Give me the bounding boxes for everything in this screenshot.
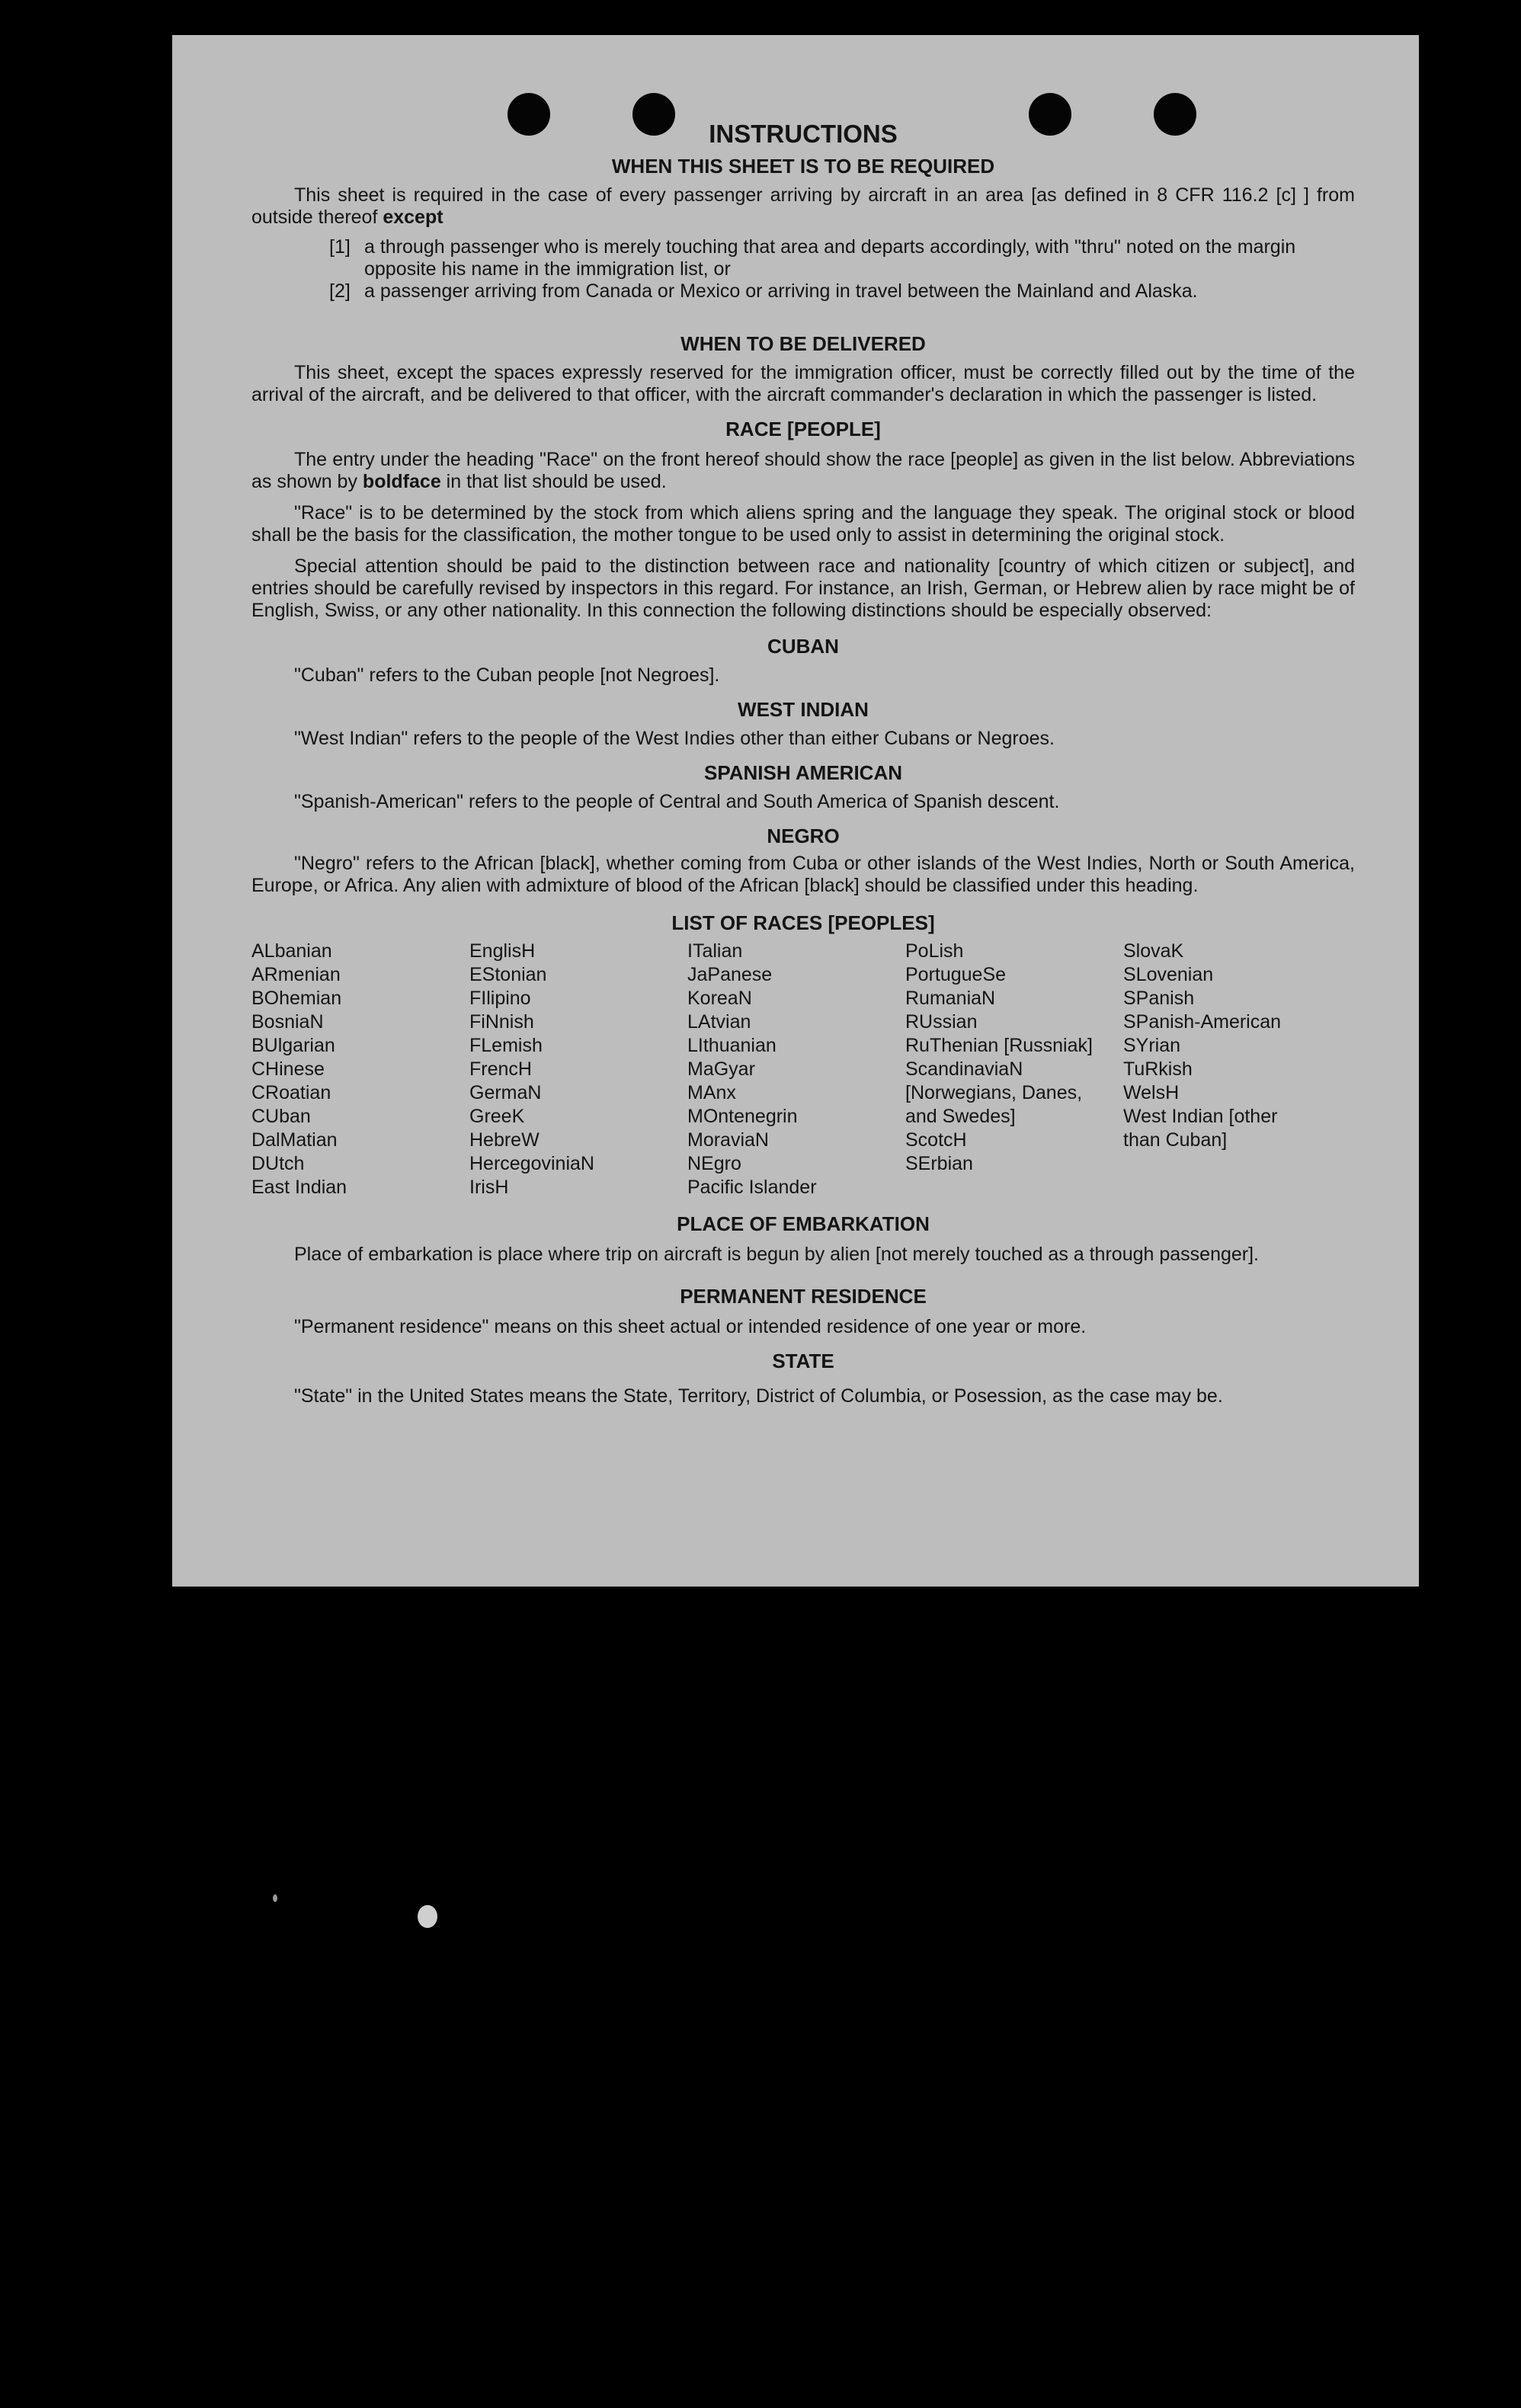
races-column: [1123, 940, 1321, 1199]
race-entry: MaGyar: [687, 1058, 755, 1080]
race-entry: PoLish: [905, 940, 964, 962]
race-entry: ScandinaviaN [Norwegians, Danes, and Swedes]: [905, 1058, 1083, 1127]
section-heading-race: RACE [PEOPLE]: [725, 418, 881, 440]
race-entry: ARmenian: [251, 964, 341, 985]
race-entry: East Indian: [251, 1177, 347, 1198]
race-entry: SErbian: [905, 1153, 973, 1174]
race-entry: BosniaN: [251, 1011, 324, 1033]
punch-hole: [1154, 93, 1196, 136]
race-entry: EnglisH: [469, 940, 536, 962]
race-paragraph: "Race" is to be determined by the stock from which aliens spring and the language they speak. The original stock or blood shall be the basis for the classification, the mother tongue to be used only to assist in determining the original stock.: [251, 502, 1355, 546]
race-entry: FrencH: [469, 1058, 532, 1080]
races-column: [469, 940, 687, 1199]
race-entry: SlovaK: [1123, 940, 1184, 962]
race-entry: IrisH: [469, 1177, 509, 1198]
document-page: [172, 35, 1419, 1587]
punch-hole: [1029, 93, 1071, 136]
race-entry: ITalian: [687, 940, 743, 962]
race-entry: FIlipino: [469, 988, 531, 1009]
race-entry: RuThenian [Russniak]: [905, 1035, 1093, 1056]
race-entry: FiNnish: [469, 1011, 534, 1033]
section-heading-residence: PERMANENT RESIDENCE: [680, 1285, 927, 1308]
exception-item: [1] a through passenger who is merely touching that area and departs accordingly, with "thru" noted on the margin opposite his name in the immigration list, or: [329, 236, 1296, 280]
required-intro: This sheet is required in the case of every passenger arriving by aircraft in an area [as defined in 8 CFR 116.2 [c] ] from outside thereof except: [251, 184, 1355, 228]
section-heading-cuban: CUBAN: [767, 635, 839, 658]
race-entry: MOntenegrin: [687, 1106, 798, 1127]
negro-text: "Negro" refers to the African [black], whether coming from Cuba or other islands of the West Indies, North or South America, Europe, or Africa. Any alien with admixture of blood of the African [black] should be classified under this heading.: [251, 853, 1355, 896]
race-entry: LIthuanian: [687, 1035, 777, 1056]
race-entry: BUlgarian: [251, 1035, 335, 1056]
race-entry: DUtch: [251, 1153, 305, 1174]
race-paragraph: Special attention should be paid to the distinction between race and nationality [country of which citizen or subject], and entries should be carefully revised by inspectors in this regard. For instance, an Irish, German, or Hebrew alien by race might be of English, Swiss, or any other nationality. In this connection the following distinctions should be especially observed:: [251, 556, 1355, 621]
race-entry: CUban: [251, 1106, 311, 1127]
races-list: [251, 940, 1355, 1199]
race-entry: West Indian [other than Cuban]: [1123, 1106, 1278, 1151]
race-entry: CHinese: [251, 1058, 325, 1080]
page-title: INSTRUCTIONS: [709, 120, 898, 148]
race-entry: WelsH: [1123, 1082, 1180, 1103]
race-paragraph: The entry under the heading "Race" on the front hereof should show the race [people] as given in the list below. Abbreviations as shown by boldface in that list should be used.: [251, 449, 1355, 492]
race-entry: MoraviaN: [687, 1129, 769, 1151]
section-heading-races-list: LIST OF RACES [PEOPLES]: [671, 911, 935, 934]
race-entry: DalMatian: [251, 1129, 338, 1151]
scan-speck: [273, 1894, 277, 1902]
race-entry: EStonian: [469, 964, 547, 985]
race-entry: JaPanese: [687, 964, 773, 985]
race-entry: RumaniaN: [905, 988, 996, 1009]
race-entry: NEgro: [687, 1153, 741, 1174]
race-entry: HebreW: [469, 1129, 540, 1151]
race-entry: PortugueSe: [905, 964, 1007, 985]
section-heading-west-indian: WEST INDIAN: [738, 698, 869, 721]
spanish-american-text: "Spanish-American" refers to the people of Central and South America of Spanish descent.: [294, 791, 1060, 812]
races-column: [905, 940, 1123, 1199]
delivered-text: This sheet, except the spaces expressly reserved for the immigration officer, must be correctly filled out by the time of the arrival of the aircraft, and be delivered to that officer, with the aircraft commander's declaration in which the passenger is listed.: [251, 362, 1355, 405]
race-entry: SYrian: [1123, 1035, 1181, 1056]
races-column: [687, 940, 905, 1199]
scan-speck: [418, 1905, 437, 1928]
race-entry: HercegoviniaN: [469, 1153, 594, 1174]
race-entry: FLemish: [469, 1035, 543, 1056]
race-entry: GermaN: [469, 1082, 542, 1103]
race-entry: GreeK: [469, 1106, 525, 1127]
section-heading-delivered: WHEN TO BE DELIVERED: [680, 332, 926, 355]
race-entry: CRoatian: [251, 1082, 331, 1103]
cuban-text: "Cuban" refers to the Cuban people [not Negroes].: [294, 664, 720, 686]
punch-hole: [632, 93, 675, 136]
section-heading-spanish-american: SPANISH AMERICAN: [703, 761, 902, 784]
state-text: "State" in the United States means the State, Territory, District of Columbia, or Posession, as the case may be.: [294, 1385, 1223, 1407]
race-entry: RUssian: [905, 1011, 978, 1033]
race-entry: ALbanian: [251, 940, 332, 962]
race-entry: Pacific Islander: [687, 1177, 817, 1198]
residence-text: "Permanent residence" means on this sheet actual or intended residence of one year or more.: [294, 1316, 1087, 1337]
race-entry: LAtvian: [687, 1011, 751, 1033]
race-entry: BOhemian: [251, 988, 342, 1009]
race-entry: SLovenian: [1123, 964, 1214, 985]
punch-hole: [508, 93, 550, 136]
race-entry: ScotcH: [905, 1129, 967, 1151]
section-heading-negro: NEGRO: [767, 825, 840, 847]
race-entry: KoreaN: [687, 988, 752, 1009]
race-entry: SPanish-American: [1123, 1011, 1282, 1033]
races-column: [251, 940, 469, 1199]
section-heading-embarkation: PLACE OF EMBARKATION: [677, 1212, 930, 1235]
west-indian-text: "West Indian" refers to the people of the West Indies other than either Cubans or Negroes.: [294, 728, 1055, 749]
race-entry: MAnx: [687, 1082, 736, 1103]
race-entry: TuRkish: [1123, 1058, 1193, 1080]
embarkation-text: Place of embarkation is place where trip on aircraft is begun by alien [not merely touched as a through passenger].: [294, 1244, 1259, 1265]
section-heading-required: WHEN THIS SHEET IS TO BE REQUIRED: [611, 155, 995, 178]
section-heading-state: STATE: [772, 1350, 834, 1372]
race-entry: SPanish: [1123, 988, 1195, 1009]
exception-item: [2] a passenger arriving from Canada or Mexico or arriving in travel between the Mainland and Alaska.: [329, 280, 1198, 302]
